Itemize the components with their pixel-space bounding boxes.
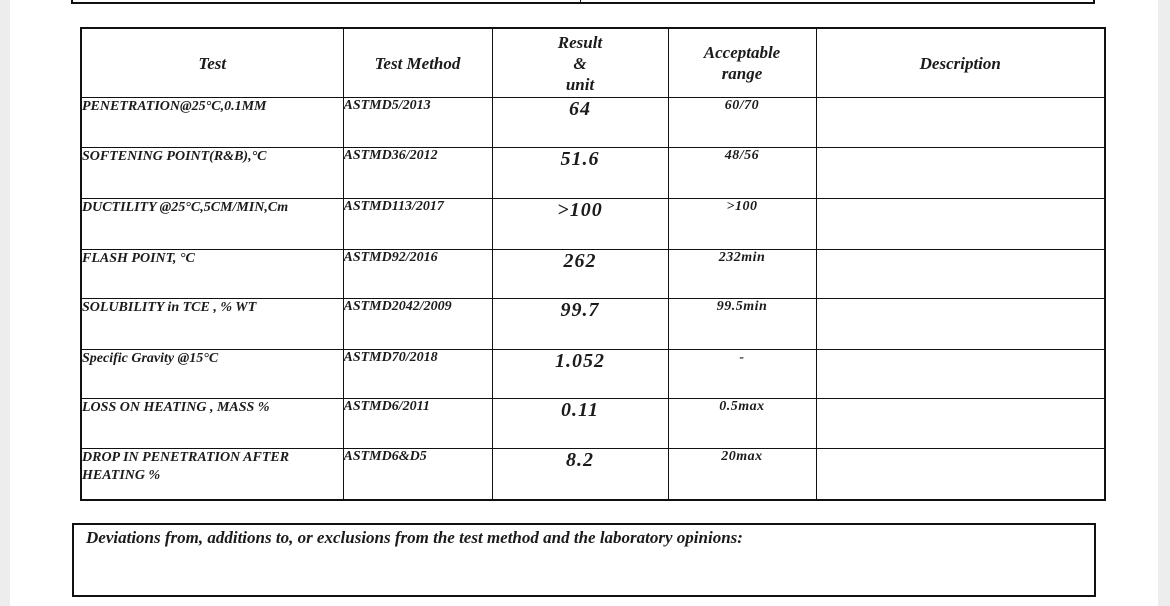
cell-test-method: ASTMD36/2012 [343,148,492,198]
cell-test-method: ASTMD92/2016 [343,249,492,298]
header-test-method: Test Method [343,28,492,98]
table-row [81,148,1105,198]
cell-test-method: ASTMD113/2017 [343,198,492,249]
test-results-table [80,27,1106,501]
cell-test-name: SOFTENING POINT(R&B),°C [81,148,343,198]
cell-acceptable-range: 0.5max [668,398,816,448]
table-row [81,198,1105,249]
cell-acceptable-range: - [668,349,816,398]
cell-acceptable-range: 60/70 [668,98,816,148]
cell-test-name: FLASH POINT, °C [81,249,343,298]
cell-result: 64 [492,98,668,148]
cell-description [816,148,1105,198]
table-row [81,398,1105,448]
table-row [81,299,1105,349]
table-header-row [81,28,1105,98]
cell-test-method: ASTMD5/2013 [343,98,492,148]
table-row [81,449,1105,500]
cell-result: >100 [492,198,668,249]
cell-result: 262 [492,249,668,298]
deviations-box [72,523,1096,597]
cell-acceptable-range: 20max [668,449,816,500]
cell-test-name: PENETRATION@25°C,0.1MM [81,98,343,148]
box-divider [580,0,581,2]
header-result-unit: Result & unit [492,28,668,98]
cell-test-method: ASTMD6/2011 [343,398,492,448]
table-row [81,249,1105,298]
header-acceptable-range: Acceptable range [668,28,816,98]
cell-description [816,449,1105,500]
cell-description [816,398,1105,448]
cell-acceptable-range: 232min [668,249,816,298]
header-description: Description [816,28,1105,98]
cell-acceptable-range: 99.5min [668,299,816,349]
cell-acceptable-range: 48/56 [668,148,816,198]
table-row [81,349,1105,398]
cell-description [816,299,1105,349]
cell-result: 0.11 [492,398,668,448]
cell-acceptable-range: >100 [668,198,816,249]
cell-result: 99.7 [492,299,668,349]
cell-result: 51.6 [492,148,668,198]
cell-description [816,98,1105,148]
cell-test-name: Specific Gravity @15°C [81,349,343,398]
cell-result: 8.2 [492,449,668,500]
cell-description [816,349,1105,398]
cell-test-name: LOSS ON HEATING , MASS % [81,398,343,448]
cell-test-name: SOLUBILITY in TCE , % WT [81,299,343,349]
cell-test-method: ASTMD70/2018 [343,349,492,398]
cell-description [816,249,1105,298]
previous-section-box [71,0,1095,4]
cell-test-name: DROP IN PENETRATION AFTER HEATING % [81,449,343,500]
cell-test-method: ASTMD2042/2009 [343,299,492,349]
cell-description [816,198,1105,249]
cell-test-method: ASTMD6&D5 [343,449,492,500]
deviations-label: Deviations from, additions to, or exclusions from the test method and the laboratory opinions: [86,528,743,547]
header-test: Test [81,28,343,98]
table-row [81,98,1105,148]
cell-test-name: DUCTILITY @25°C,5CM/MIN,Cm [81,198,343,249]
cell-result: 1.052 [492,349,668,398]
